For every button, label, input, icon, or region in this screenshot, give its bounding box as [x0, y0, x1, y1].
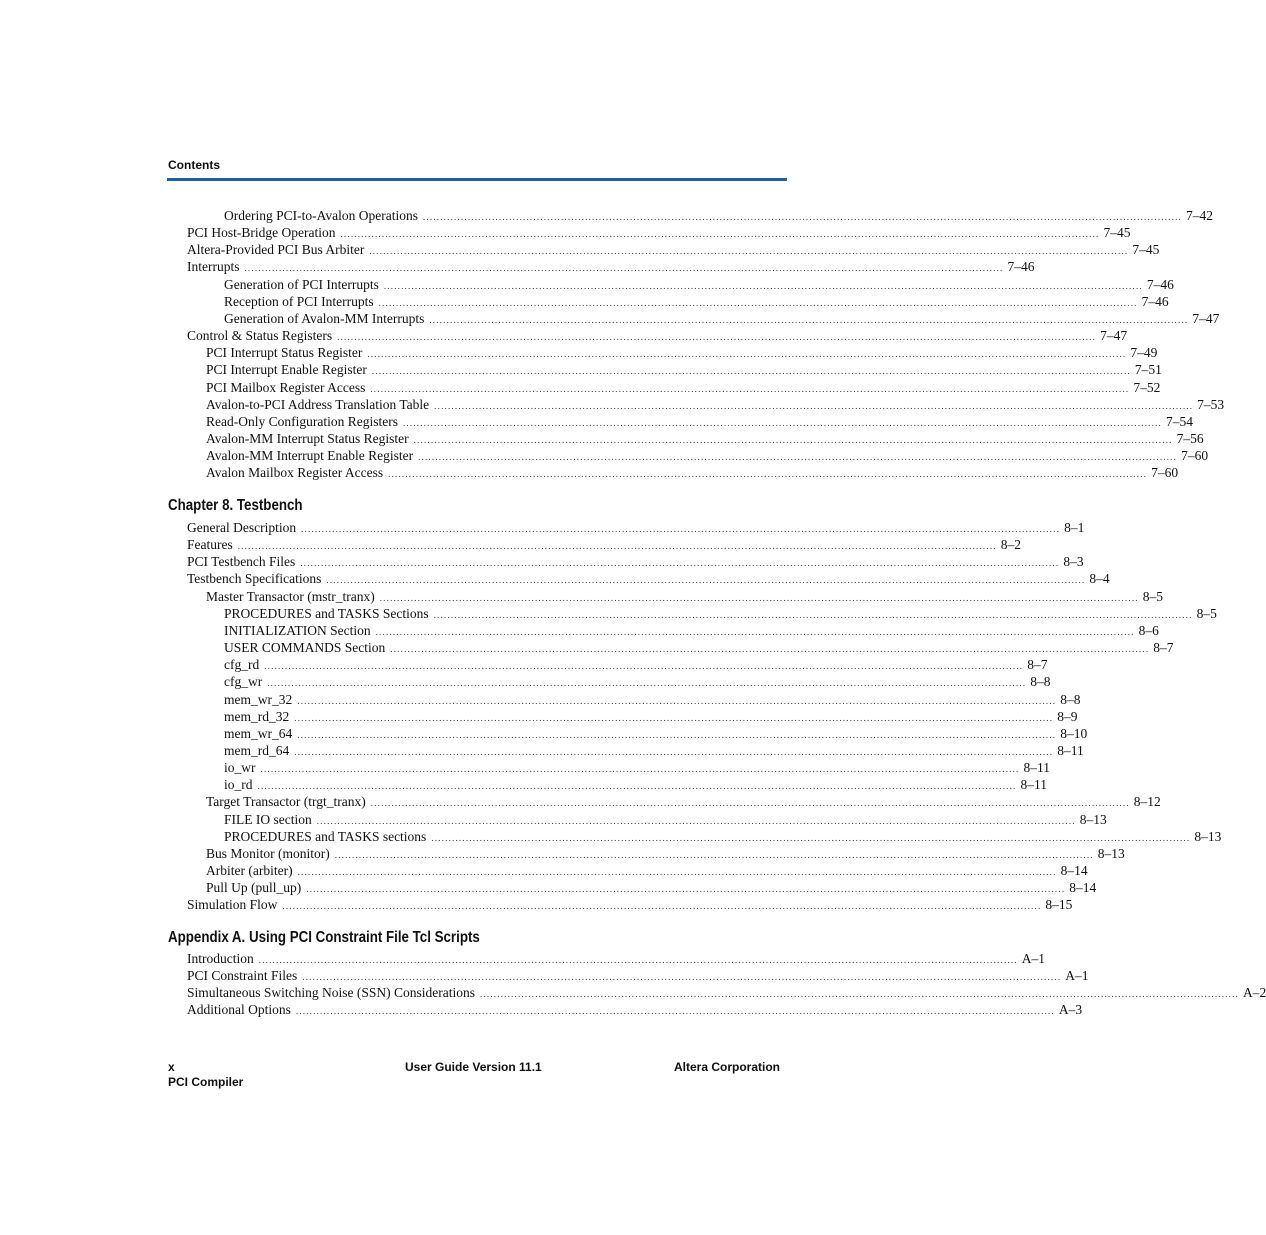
toc-dot-leader: ............................................................................................................................................................................................................................	[237, 541, 997, 552]
toc-entry-title: PCI Interrupt Enable Register	[206, 362, 367, 378]
toc-entry[interactable]	[224, 811, 1107, 828]
toc-entry-title: Read-Only Configuration Registers	[206, 413, 398, 429]
toc-entry-page: 7–46	[1146, 276, 1174, 292]
toc-dot-leader: ............................................................................................................................................................................................................................	[257, 781, 1017, 792]
toc-entry[interactable]	[224, 622, 1159, 639]
toc-entry-page: 7–47	[1100, 328, 1128, 344]
toc-entry-title: io_rd	[224, 777, 253, 793]
toc-entry[interactable]	[206, 588, 1163, 605]
toc-entry-title: Generation of PCI Interrupts	[224, 276, 379, 292]
toc-entry-title: Features	[187, 537, 233, 553]
toc-entry-page: 8–14	[1069, 880, 1097, 896]
toc-entry[interactable]	[187, 950, 1045, 967]
toc-entry-title: Avalon Mailbox Register Access	[206, 465, 384, 481]
toc-entry-title: USER COMMANDS Section	[224, 640, 386, 656]
toc-dot-leader: ............................................................................................................................................................................................................................	[294, 746, 1054, 757]
toc-entry-page: 8–13	[1097, 845, 1125, 861]
toc-entry[interactable]	[206, 862, 1088, 879]
toc-dot-leader: ............................................................................................................................................................................................................................	[326, 575, 1086, 586]
toc-entry-page: 8–12	[1133, 794, 1161, 810]
toc-entry[interactable]	[206, 379, 1161, 396]
toc-dot-leader: ............................................................................................................................................................................................................................	[297, 695, 1057, 706]
toc-entry-page: A–2	[1243, 985, 1266, 1001]
toc-entry-title: PCI Mailbox Register Access	[206, 379, 366, 395]
toc-entry-title: mem_wr_64	[224, 725, 293, 741]
toc-entry[interactable]	[224, 310, 1220, 327]
toc-dot-leader: ............................................................................................................................................................................................................................	[334, 849, 1094, 860]
toc-dot-leader: ............................................................................................................................................................................................................................	[337, 332, 1097, 343]
toc-entry-title: Simulation Flow	[187, 897, 278, 913]
toc-entry[interactable]	[187, 241, 1160, 258]
toc-entry-page: 8–13	[1194, 828, 1222, 844]
toc-dot-leader: ............................................................................................................................................................................................................................	[434, 400, 1194, 411]
toc-entry-title: cfg_rd	[224, 657, 260, 673]
toc-entry-title: Arbiter (arbiter)	[206, 863, 293, 878]
toc-entry-title: PROCEDURES and TASKS sections	[224, 828, 427, 844]
toc-entry-page: 7–53	[1197, 396, 1225, 412]
toc-entry-page: 8–1	[1064, 520, 1085, 535]
toc-dot-leader: ............................................................................................................................................................................................................................	[418, 452, 1178, 463]
toc-entry[interactable]	[224, 828, 1222, 845]
toc-entry[interactable]	[187, 258, 1035, 275]
toc-dot-leader: ............................................................................................................................................................................................................................	[369, 246, 1129, 257]
toc-entry-page: 8–5	[1196, 605, 1217, 621]
toc-entry-page: 7–42	[1185, 208, 1213, 223]
toc-entry-page: 7–52	[1133, 379, 1161, 395]
toc-entry-title: PCI Testbench Files	[187, 554, 296, 570]
toc-dot-leader: ............................................................................................................................................................................................................................	[375, 626, 1135, 637]
toc-dot-leader: ............................................................................................................................................................................................................................	[264, 661, 1024, 672]
toc-entry-title: mem_wr_32	[224, 691, 293, 707]
toc-dot-leader: ............................................................................................................................................................................................................................	[480, 989, 1239, 1000]
toc-entry[interactable]	[187, 967, 1089, 984]
toc-entry[interactable]	[206, 361, 1162, 378]
toc-dot-leader: ............................................................................................................................................................................................................................	[340, 229, 1100, 240]
toc-entry-title: cfg_wr	[224, 674, 263, 690]
toc-dot-leader: ............................................................................................................................................................................................................................	[402, 417, 1162, 428]
toc-entry-title: mem_rd_64	[224, 742, 290, 758]
toc-entry-title: Testbench Specifications	[187, 571, 322, 587]
toc-entry-page: 7–45	[1132, 242, 1160, 258]
toc-entry[interactable]	[224, 639, 1174, 656]
toc-entry[interactable]	[187, 536, 1021, 553]
toc-dot-leader: ............................................................................................................................................................................................................................	[297, 729, 1057, 740]
header-rule	[167, 178, 787, 181]
toc-entry-page: 8–8	[1030, 674, 1051, 690]
toc-entry[interactable]	[224, 656, 1048, 673]
toc-entry-title: Bus Monitor (monitor)	[206, 845, 330, 861]
toc-dot-leader: ............................................................................................................................................................................................................................	[429, 314, 1189, 325]
toc-dot-leader: ............................................................................................................................................................................................................................	[388, 469, 1148, 480]
toc-entry-title: mem_rd_32	[224, 708, 290, 724]
toc-entry-page: 7–60	[1181, 448, 1209, 464]
toc-dot-leader: ............................................................................................................................................................................................................................	[258, 955, 1018, 965]
toc-entry-title: Altera-Provided PCI Bus Arbiter	[187, 242, 365, 258]
toc-entry-page: 8–14	[1060, 863, 1088, 878]
toc-entry-title: Avalon-to-PCI Address Translation Table	[206, 396, 430, 412]
toc-entry-page: 7–45	[1103, 225, 1131, 241]
toc-entry[interactable]	[187, 984, 1266, 1001]
toc-entry-page: 8–2	[1000, 537, 1021, 553]
toc-entry-page: 7–47	[1192, 310, 1220, 326]
toc-entry-title: Generation of Avalon-MM Interrupts	[224, 310, 425, 326]
toc-entry-page: 7–46	[1007, 259, 1035, 275]
toc-dot-leader: ............................................................................................................................................................................................................................	[295, 1006, 1055, 1017]
toc-entry[interactable]	[224, 207, 1213, 224]
toc-entry[interactable]	[206, 396, 1225, 413]
toc-entry-title: FILE IO section	[224, 811, 312, 827]
toc-entry-page: A–1	[1065, 968, 1089, 984]
toc-dot-leader: ............................................................................................................................................................................................................................	[390, 644, 1150, 655]
toc-dot-leader: ............................................................................................................................................................................................................................	[413, 434, 1173, 445]
toc-entry-page: 8–10	[1060, 725, 1088, 741]
toc-dot-leader: ............................................................................................................................................................................................................................	[433, 609, 1193, 620]
toc-entry[interactable]	[187, 224, 1131, 241]
toc-entry-title: Control & Status Registers	[187, 328, 333, 344]
toc-entry-page: 7–49	[1130, 345, 1158, 361]
footer-product: PCI Compiler	[168, 1075, 244, 1089]
toc-entry[interactable]	[206, 845, 1125, 862]
toc-entry-page: 8–9	[1057, 708, 1078, 724]
appendix-a-heading[interactable]: Appendix A. Using PCI Constraint File Tcl Scripts	[168, 929, 480, 946]
toc-entry[interactable]	[224, 725, 1088, 742]
toc-entry-page: 8–7	[1027, 657, 1048, 673]
toc-entry-page: A–3	[1058, 1002, 1083, 1018]
toc-entry[interactable]	[224, 759, 1050, 776]
toc-entry-page: 8–5	[1142, 588, 1163, 604]
chapter-8-heading[interactable]: Chapter 8. Testbench	[168, 497, 303, 514]
toc-entry-page: 7–60	[1151, 465, 1179, 481]
toc-entry-page: 7–51	[1134, 362, 1162, 378]
toc-dot-leader: ............................................................................................................................................................................................................................	[260, 764, 1020, 775]
toc-dot-leader: ............................................................................................................................................................................................................................	[244, 263, 1004, 274]
toc-dot-leader: ............................................................................................................................................................................................................................	[306, 884, 1066, 895]
toc-entry[interactable]	[224, 673, 1051, 690]
toc-entry[interactable]	[224, 605, 1217, 622]
toc-entry-page: 7–54	[1165, 413, 1193, 429]
toc-entry-title: Ordering PCI-to-Avalon Operations	[224, 208, 418, 223]
toc-entry-title: PCI Interrupt Status Register	[206, 345, 363, 361]
toc-entry[interactable]	[224, 708, 1078, 725]
toc-entry[interactable]	[187, 570, 1110, 587]
toc-entry-title: Pull Up (pull_up)	[206, 880, 302, 896]
toc-dot-leader: ............................................................................................................................................................................................................................	[379, 592, 1139, 603]
toc-entry[interactable]	[206, 793, 1161, 810]
toc-dot-leader: ............................................................................................................................................................................................................................	[282, 901, 1042, 912]
toc-dot-leader: ............................................................................................................................................................................................................................	[301, 524, 1061, 534]
toc-entry-page: 8–13	[1079, 811, 1107, 827]
toc-dot-leader: ............................................................................................................................................................................................................................	[383, 280, 1143, 291]
toc-entry[interactable]	[224, 293, 1169, 310]
toc-entry[interactable]	[224, 776, 1047, 793]
toc-entry[interactable]	[187, 553, 1084, 570]
running-header: Contents	[168, 158, 220, 172]
toc-dot-leader: ............................................................................................................................................................................................................................	[370, 798, 1130, 809]
toc-dot-leader: ............................................................................................................................................................................................................................	[316, 815, 1076, 826]
toc-entry[interactable]	[206, 447, 1209, 464]
toc-entry-page: A–1	[1021, 951, 1045, 966]
toc-entry-title: Master Transactor (mstr_tranx)	[206, 588, 375, 604]
toc-entry-page: 8–11	[1023, 760, 1050, 776]
toc-entry-title: INITIALIZATION Section	[224, 622, 371, 638]
toc-dot-leader: ............................................................................................................................................................................................................................	[300, 558, 1060, 569]
toc-entry-page: 8–6	[1138, 622, 1159, 638]
toc-entry-page: 8–7	[1153, 640, 1174, 656]
toc-entry-page: 7–56	[1176, 430, 1204, 446]
toc-entry-title: Interrupts	[187, 259, 240, 275]
toc-dot-leader: ............................................................................................................................................................................................................................	[302, 972, 1062, 983]
toc-entry-title: PCI Host-Bridge Operation	[187, 225, 336, 241]
toc-entry-page: 8–11	[1020, 777, 1047, 793]
toc-entry[interactable]	[187, 327, 1128, 344]
toc-dot-leader: ............................................................................................................................................................................................................................	[294, 712, 1054, 723]
toc-entry[interactable]	[206, 430, 1204, 447]
toc-entry-title: Avalon-MM Interrupt Enable Register	[206, 448, 414, 464]
toc-dot-leader: ............................................................................................................................................................................................................................	[370, 383, 1130, 394]
toc-entry-title: Reception of PCI Interrupts	[224, 293, 374, 309]
toc-entry-title: General Description	[187, 520, 297, 535]
toc-entry-title: Introduction	[187, 951, 254, 966]
toc-entry-title: io_wr	[224, 760, 256, 776]
toc-entry-page: 8–11	[1057, 742, 1084, 758]
toc-entry[interactable]	[224, 742, 1084, 759]
toc-entry[interactable]	[206, 879, 1097, 896]
toc-entry[interactable]	[187, 1001, 1083, 1018]
toc-entry-page: 8–4	[1089, 571, 1110, 587]
toc-entry-title: PROCEDURES and TASKS Sections	[224, 605, 429, 621]
toc-dot-leader: ............................................................................................................................................................................................................................	[422, 212, 1182, 222]
footer-version: User Guide Version 11.1	[405, 1060, 542, 1074]
toc-entry-title: Target Transactor (trgt_tranx)	[206, 794, 366, 810]
toc-entry-title: Additional Options	[187, 1002, 291, 1018]
toc-entry-page: 8–15	[1045, 897, 1073, 913]
toc-entry-page: 8–3	[1063, 554, 1084, 570]
toc-dot-leader: ............................................................................................................................................................................................................................	[297, 867, 1057, 877]
toc-entry[interactable]	[224, 691, 1081, 708]
toc-entry-title: Avalon-MM Interrupt Status Register	[206, 430, 409, 446]
toc-dot-leader: ............................................................................................................................................................................................................................	[431, 832, 1191, 843]
toc-entry-title: PCI Constraint Files	[187, 968, 298, 984]
toc-entry-page: 8–8	[1060, 691, 1081, 707]
toc-entry[interactable]	[187, 896, 1073, 913]
toc-entry[interactable]	[206, 344, 1158, 361]
footer-company: Altera Corporation	[674, 1060, 781, 1074]
toc-dot-leader: ............................................................................................................................................................................................................................	[267, 678, 1027, 689]
toc-entry[interactable]	[206, 413, 1193, 430]
toc-entry-title: Simultaneous Switching Noise (SSN) Considerations	[187, 985, 475, 1001]
toc-dot-leader: ............................................................................................................................................................................................................................	[378, 297, 1138, 308]
toc-entry[interactable]	[187, 519, 1085, 536]
toc-entry[interactable]	[206, 464, 1179, 481]
toc-entry-page: 7–46	[1141, 293, 1169, 309]
toc-dot-leader: ............................................................................................................................................................................................................................	[367, 349, 1127, 360]
footer-page-number: x	[168, 1060, 175, 1074]
toc-dot-leader: ............................................................................................................................................................................................................................	[371, 366, 1131, 377]
toc-entry[interactable]	[224, 276, 1174, 293]
